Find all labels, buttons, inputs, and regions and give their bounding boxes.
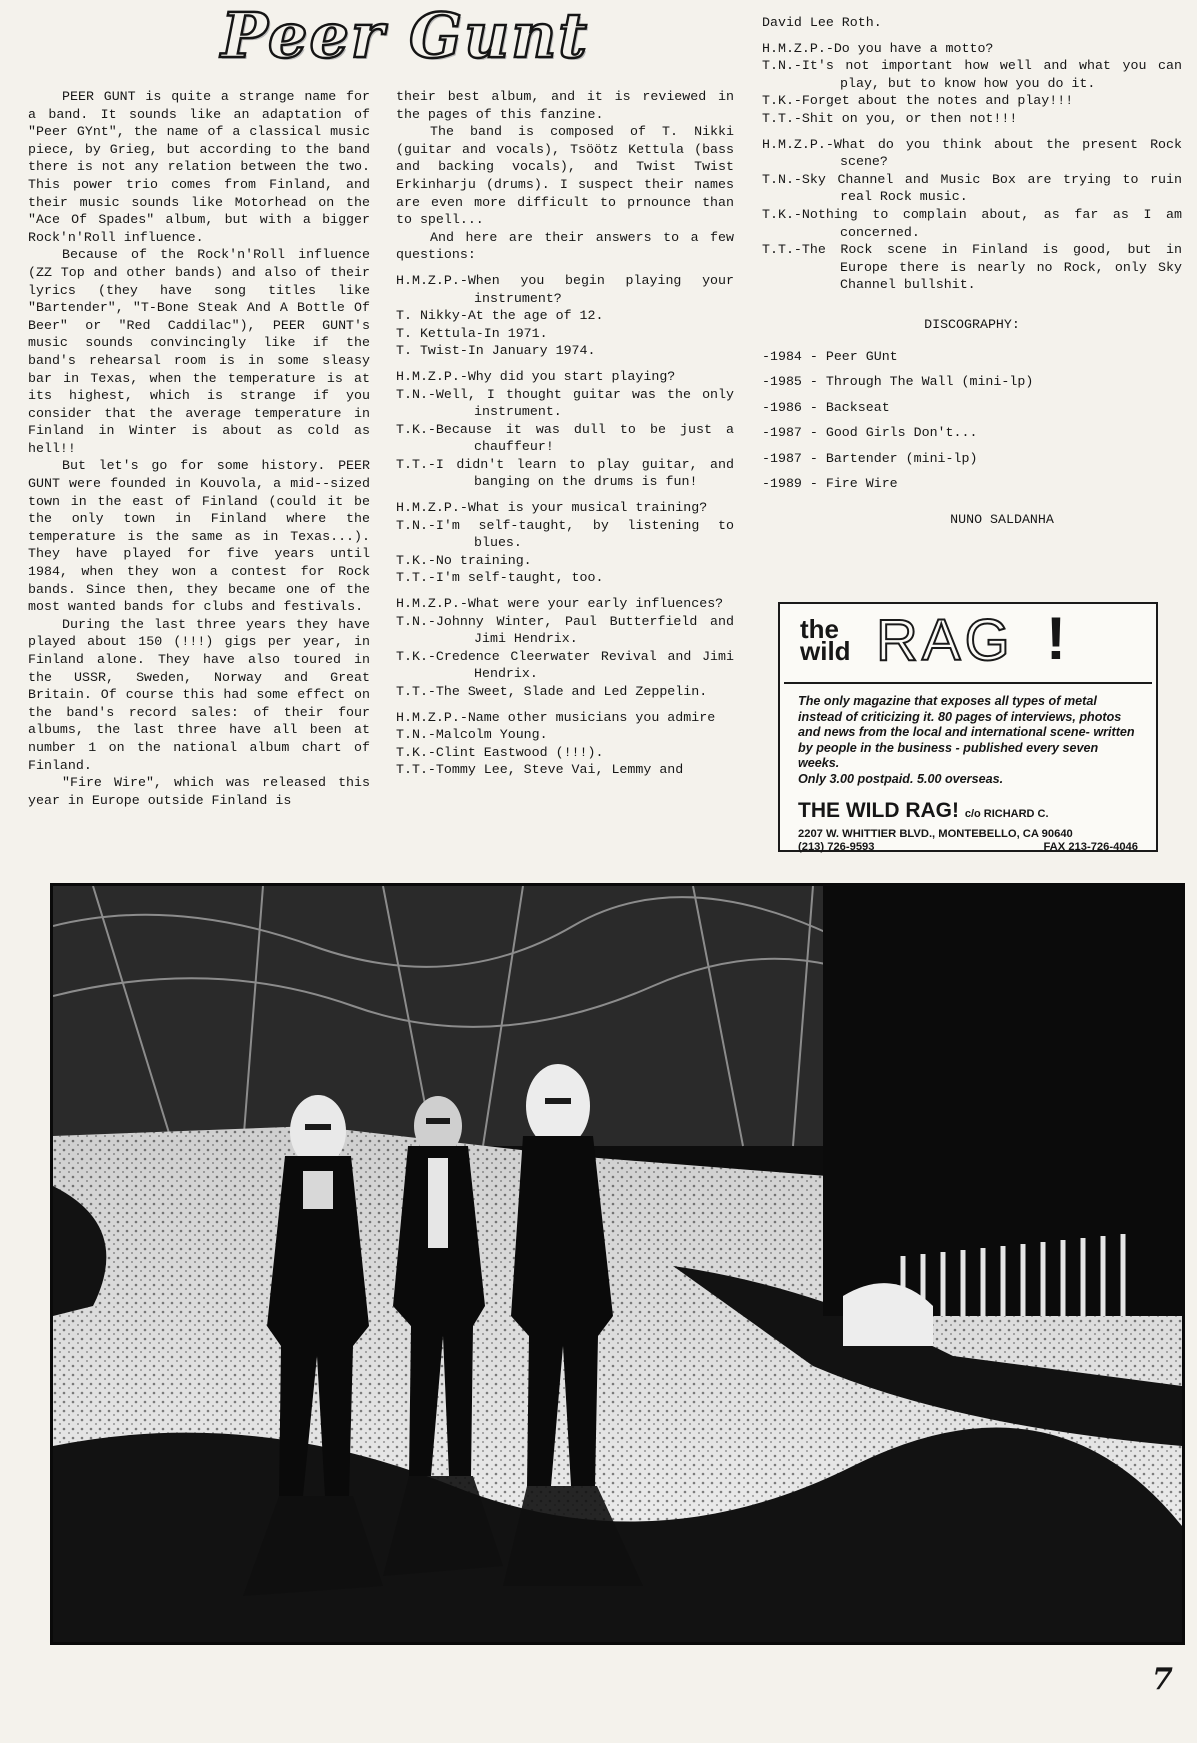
interview-answer: T.N.-Malcolm Young.	[396, 727, 548, 743]
paragraph: The band is composed of T. Nikki (guitar and vocals), Tsöötz Kettula (bass and backing vocals), and Twist Twist Erkinharju (drums). I suspect their names are even more difficult to prnounce than to spell...	[396, 124, 734, 228]
ad-fax: FAX 213-726-4046	[1043, 840, 1138, 853]
paragraph: But let's go for some history. PEER GUNT were founded in Kouvola, a mid--sized town in the east of Finland (could it be the only town in Finland where the temperature is the same as in Texas...). They have played for five years until 1984, when they won a contest for Rock bands. Since then, they became one of the most wanted bands for clubs and festivals.	[28, 458, 370, 615]
ad-care-of: c/o RICHARD C.	[964, 807, 1049, 820]
interview-answer: T.T.-I'm self-taught, too.	[396, 570, 604, 586]
discography-heading: DISCOGRAPHY:	[924, 316, 1020, 332]
ad-address: 2207 W. WHITTIER BLVD., MONTEBELLO, CA 90640	[798, 827, 1073, 840]
paragraph: And here are their answers to a few questions:	[396, 229, 734, 263]
ad-contact	[798, 841, 1138, 853]
ad-price: Only 3.00 postpaid. 5.00 overseas.	[798, 771, 1004, 786]
interview-answer: T.N.-It's not important how well and what you can play, but to know how you do it.	[762, 58, 1182, 91]
column-3	[762, 14, 1182, 529]
interview-answer: T.T.-Tommy Lee, Steve Vai, Lemmy and	[396, 762, 684, 778]
interview-answer: T.N.-I'm self-taught, by listening to blues.	[396, 517, 734, 551]
ad-logo-the-wild	[800, 614, 851, 666]
article-title	[200, 0, 610, 70]
interview-question: H.M.Z.P.-What is your musical training?	[396, 500, 708, 516]
ad-logo-rag: RAG	[876, 608, 1014, 673]
wild-rag-advertisement	[778, 602, 1158, 852]
page-number: 7	[1152, 1662, 1173, 1697]
ad-logo-exclamation: !	[1046, 605, 1066, 672]
interview-answer: T.K.-No training.	[396, 552, 532, 568]
interview-answer: T.T.-The Sweet, Slade and Led Zeppelin.	[396, 684, 708, 699]
interview-question: H.M.Z.P.-When you begin playing your instrument?	[396, 272, 734, 306]
interview-question: H.M.Z.P.-Do you have a motto?	[762, 40, 994, 56]
column-1	[28, 88, 370, 809]
discography-item: -1987 - Good Girls Don't...	[762, 425, 978, 441]
paragraph: "Fire Wire", which was released this year in Europe outside Finland is	[28, 775, 370, 808]
interview-answer: T. Kettula-In 1971.	[396, 325, 548, 341]
column-2	[396, 88, 734, 779]
paragraph: During the last three years they have played about 150 (!!!) gigs per year, in Finland alone. They have also toured in the USSR, Sweden, Norway and Great Britain. Of course this had some effect on the band's record sales: of their four albums, the last three have all been at number 1 on the national album chart of Finland.	[28, 616, 370, 773]
interview-answer: T.T.-Shit on you, or then not!!!	[762, 110, 1018, 126]
ad-logo-wild: wild	[800, 636, 851, 666]
discography-item: -1987 - Bartender (mini-lp)	[762, 450, 978, 466]
paragraph: PEER GUNT is quite a strange name for a band. It sounds like an adaptation of "Peer GYnt", the name of a classical music piece, by Grieg, but according to the band there is not any relation between the two. This power trio comes from Finland, and their music sounds like Motorhead on the "Ace Of Spades" album, but with a bigger Rock'n'Roll influence.	[28, 89, 370, 245]
interview-answer: T.K.-Credence Cleerwater Revival and Jimi Hendrix.	[396, 648, 734, 682]
paragraph: their best album, and it is reviewed in the pages of this fanzine.	[396, 89, 734, 122]
discography-item: -1984 - Peer GUnt	[762, 348, 898, 364]
interview-answer: David Lee Roth.	[762, 15, 882, 30]
interview-qa-continued	[762, 14, 1182, 294]
interview-answer: T. Twist-In January 1974.	[396, 343, 596, 359]
interview-question: H.M.Z.P.-What were your early influences?	[396, 596, 724, 612]
ad-logo	[784, 604, 1152, 684]
interview-answer: T.K.-Because it was dull to be just a chauffeur!	[396, 421, 734, 455]
interview-answer: T.N.-Sky Channel and Music Box are trying to ruin real Rock music.	[762, 171, 1182, 205]
author-signature: NUNO SALDANHA	[950, 512, 1054, 528]
interview-answer: T.N.-Johnny Winter, Paul Butterfield and Jimi Hendrix.	[396, 613, 734, 647]
ad-description-text: The only magazine that exposes all types of metal instead of criticizing it. 80 pages of interviews, photos and news from the local and international scene- written by people in the business - published every seven weeks.	[798, 694, 1135, 771]
ad-logo-the: the	[800, 614, 839, 644]
interview-answer: T.K.-Forget about the notes and play!!!	[762, 93, 1074, 109]
paragraph: Because of the Rock'n'Roll influence (ZZ Top and other bands) and also of their lyrics (they have song titles like "Bartender", "T-Bone Steak And A Bottle Of Beer" or "Red Caddilac"), PEER GUNT's music sounds convincingly like if the band's rehearsal room is in some sleasy bar in Texas, when the temperature is at its highest, which is strange if you consider that the average temperature in Finland in Winter is about as cold as hell!!	[28, 247, 370, 456]
interview-question: H.M.Z.P.-What do you think about the present Rock scene?	[762, 136, 1182, 170]
discography-item: -1989 - Fire Wire	[762, 476, 898, 492]
interview-answer: T.T.-I didn't learn to play guitar, and banging on the drums is fun!	[396, 456, 734, 490]
interview-answer: T.K.-Clint Eastwood (!!!).	[396, 744, 604, 760]
interview-answer: T.K.-Nothing to complain about, as far as I am concerned.	[762, 206, 1182, 240]
title-text: Peer Gunt	[221, 0, 589, 72]
ad-publisher	[798, 800, 1138, 825]
ad-publisher-name: THE WILD RAG!	[798, 798, 959, 822]
band-photo-illustration	[53, 886, 1182, 1642]
band-photo	[50, 883, 1185, 1645]
discography-item: -1985 - Through The Wall (mini-lp)	[762, 374, 1034, 390]
ad-description	[798, 694, 1138, 788]
interview-answer: T. Nikky-At the age of 12.	[396, 308, 604, 324]
ad-phone: (213) 726-9593	[798, 840, 875, 853]
interview-answer: T.N.-Well, I thought guitar was the only instrument.	[396, 386, 734, 420]
interview-question: H.M.Z.P.-Name other musicians you admire	[396, 709, 716, 725]
interview-question: H.M.Z.P.-Why did you start playing?	[396, 368, 676, 384]
discography-list	[762, 348, 1182, 494]
interview-qa	[396, 272, 734, 779]
interview-answer: T.T.-The Rock scene in Finland is good, but in Europe there is nearly no Rock, only Sky Channel bullshit.	[762, 242, 1182, 293]
discography-item: -1986 - Backseat	[762, 399, 890, 415]
